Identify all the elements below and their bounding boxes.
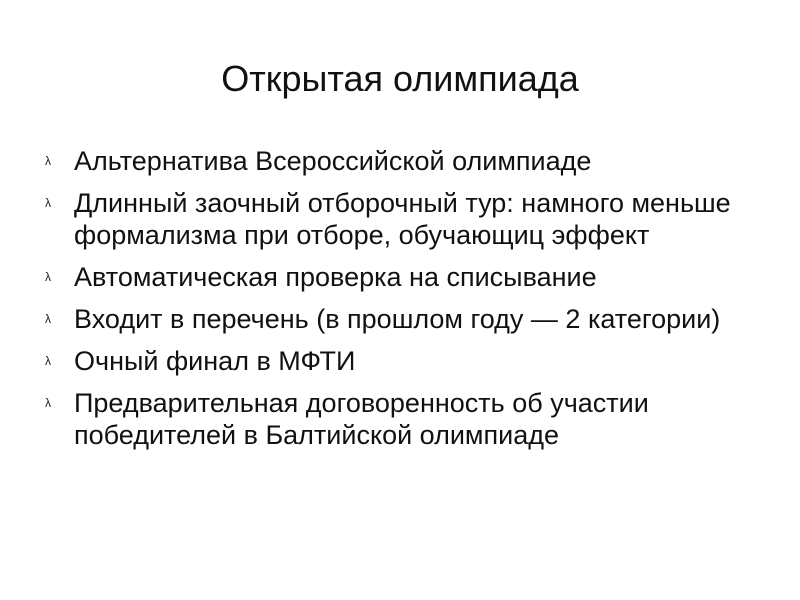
bullet-text: Длинный заочный отборочный тур: намного меньше формализма при отборе, обучающиц эффект bbox=[74, 188, 731, 250]
lambda-bullet-icon: λ bbox=[45, 270, 51, 284]
bullet-text: Входит в перечень (в прошлом году — 2 категории) bbox=[74, 304, 721, 334]
bullet-item-4 bbox=[0, 303, 744, 335]
bullet-text: Автоматическая проверка на списывание bbox=[74, 262, 597, 292]
lambda-bullet-icon: λ bbox=[45, 396, 51, 410]
bullet-item-6 bbox=[0, 387, 744, 451]
bullet-text: Предварительная договоренность об участии победителей в Балтийской олимпиаде bbox=[74, 388, 649, 450]
slide-title: Открытая олимпиада bbox=[221, 58, 579, 99]
bullet-item-3 bbox=[0, 261, 744, 293]
bullet-item-5 bbox=[0, 345, 744, 377]
lambda-bullet-icon: λ bbox=[45, 196, 51, 210]
lambda-bullet-icon: λ bbox=[45, 312, 51, 326]
bullet-text: Очный финал в МФТИ bbox=[74, 346, 356, 376]
lambda-bullet-icon: λ bbox=[45, 154, 51, 168]
bullet-item-1 bbox=[0, 145, 744, 177]
bullet-item-2 bbox=[0, 187, 744, 251]
bullet-text: Альтернатива Всероссийской олимпиаде bbox=[74, 146, 592, 176]
lambda-bullet-icon: λ bbox=[45, 354, 51, 368]
bullet-list bbox=[0, 145, 800, 461]
